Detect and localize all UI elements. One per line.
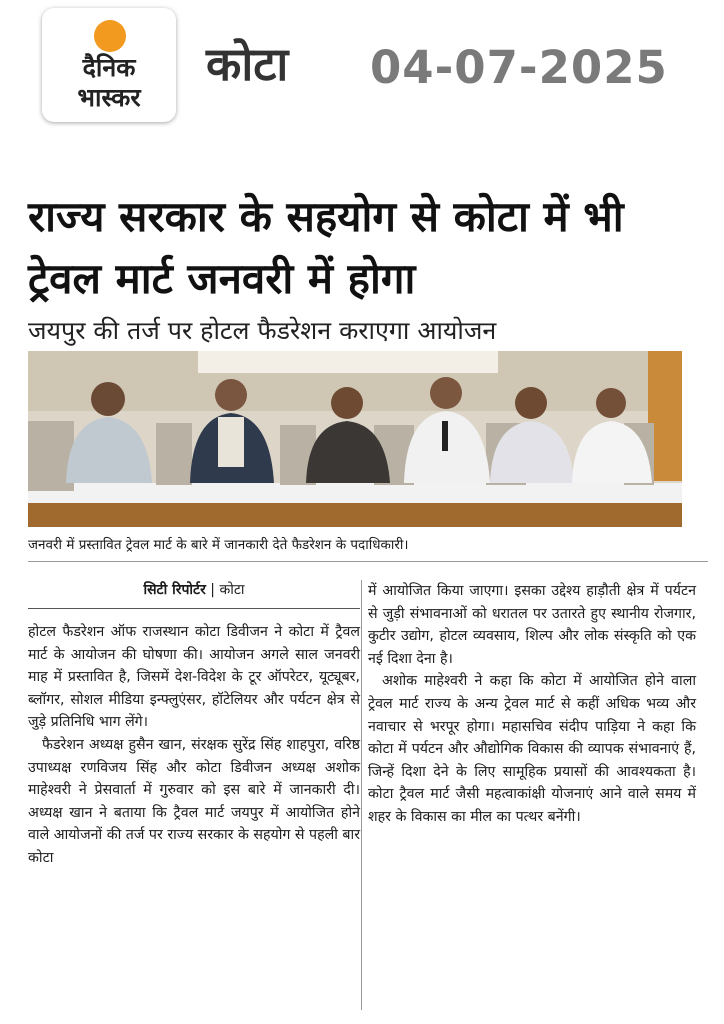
article-column-2 [368, 580, 696, 829]
edition-date: 04-07-2025 [370, 41, 668, 94]
paragraph: होटल फैडरेशन ऑफ राजस्थान कोटा डिवीजन ने कोटा में ट्रैवल मार्ट के आयोजन की घोषणा की। आयोजन अगले साल जनवरी माह में प्रस्तावित है, जिसमें देश-विदेश के टूर ऑपरेटर, यूट्यूबर, ब्लॉगर, सोशल मीडिया इन्फ्लुएंसर, हॉटेलियर और पर्यटन क्षेत्र से जुड़े प्रतिनिधि भाग लेंगे। [28, 624, 360, 731]
byline-reporter: सिटी रिपोर्टर [143, 582, 206, 598]
byline: सिटी रिपोर्टर | कोटा [28, 580, 360, 609]
logo-line1: दैनिक [82, 53, 136, 82]
edition-city: कोटा [206, 37, 289, 91]
dainik-bhaskar-logo [42, 8, 176, 122]
paragraph: में आयोजित किया जाएगा। इसका उद्देश्य हाड़ौती क्षेत्र में पर्यटन से जुड़ी संभावनाओं को धरातल पर उतारते हुए स्थानीय रोजगार, कुटीर उद्योग, होटल व्यवसाय, शिल्प और लोक संस्कृति को एक नई दिशा देना है। [368, 583, 696, 667]
column-divider [361, 580, 362, 1010]
logo-line2: भास्कर [77, 83, 141, 112]
press-conference-photo [28, 351, 682, 527]
paragraph: फैडरेशन अध्यक्ष हुसैन खान, संरक्षक सुरेंद्र सिंह शाहपुरा, वरिष्ठ उपाध्यक्ष रणविजय सिंह और कोटा डिवीजन अध्यक्ष अशोक माहेश्वरी ने प्रेसवार्ता में गुरुवार को इस बारे में जानकारी दी। अध्यक्ष खान ने बताया कि ट्रैवल मार्ट जयपुर में आयोजित होने वाले आयोजनों की तर्ज पर राज्य सरकार के सहयोग से पहली बार कोटा [28, 736, 360, 866]
photo-caption: जनवरी में प्रस्तावित ट्रेवल मार्ट के बारे में जानकारी देते फैडरेशन के पदाधिकारी। [28, 535, 708, 562]
article-subheadline: जयपुर की तर्ज पर होटल फैडरेशन कराएगा आयोजन [28, 316, 497, 345]
photo-illustration [28, 351, 682, 527]
paragraph: अशोक माहेश्वरी ने कहा कि कोटा में आयोजित होने वाला ट्रेवल मार्ट राज्य के अन्य ट्रेवल मार्ट से कहीं अधिक भव्य और नवाचार से भरपूर होगा। महासचिव संदीप पाड़िया ने कहा कि कोटा में पर्यटन और औद्योगिक विकास की व्यापक संभावनाएं हैं, जिन्हें दिशा देने के लिए सामूहिक प्रयासों की आवश्यकता है। कोटा ट्रैवल मार्ट जैसी महत्वाकांक्षी योजनाएं आने वाले समय में शहर के विकास का मील का पत्थर बनेंगी। [368, 673, 696, 825]
byline-city: कोटा [219, 582, 245, 598]
article-column-1 [28, 580, 360, 870]
article-headline: राज्य सरकार के सहयोग से कोटा में भी ट्रेवल मार्ट जनवरी में होगा [28, 192, 624, 303]
sun-icon [94, 20, 126, 52]
